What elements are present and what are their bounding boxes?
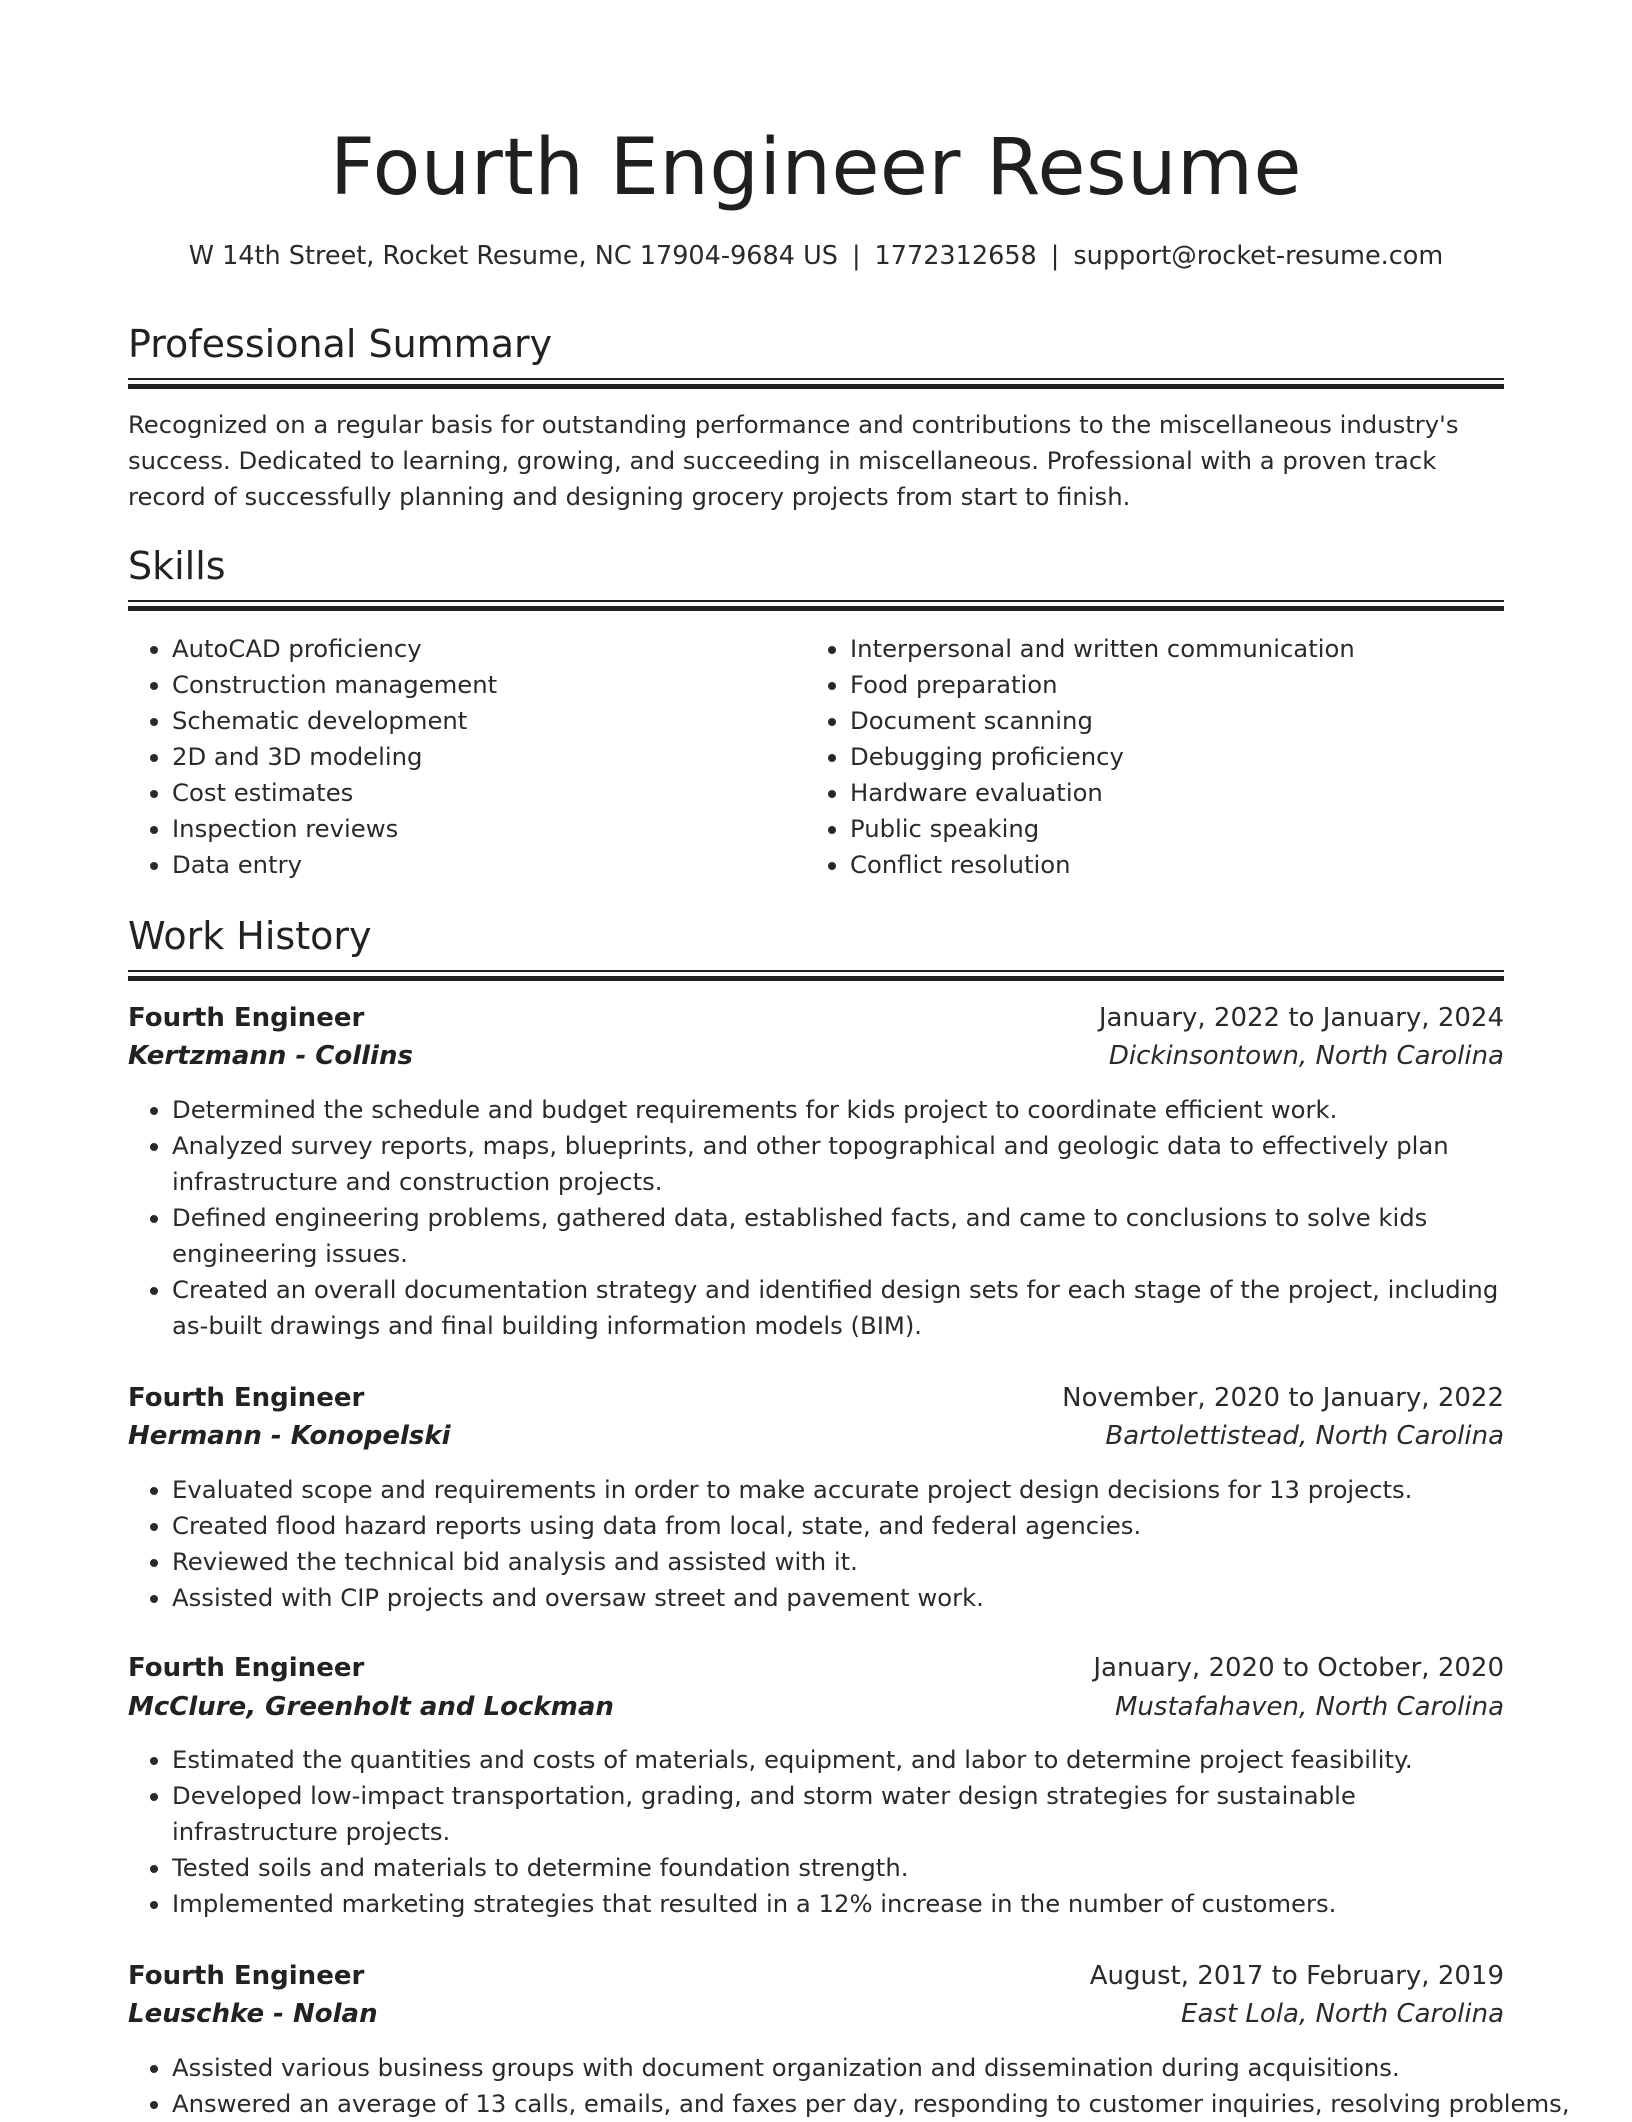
section-divider [128,378,1504,388]
job-title: Fourth Engineer [128,1961,365,1991]
job-bullets [128,2050,1570,2122]
section-heading-summary: Professional Summary [128,322,553,366]
section-heading-skills: Skills [128,544,226,588]
job-title: Fourth Engineer [128,1383,365,1413]
skill-item: • Cost estimates [172,775,802,811]
job-company-row [128,1688,1504,1726]
resume-title: Fourth Engineer Resume [329,123,1303,213]
job-bullets [128,1092,1504,1344]
job-company: Leuschke - Nolan [128,1999,378,2029]
skill-item: • Construction management [172,667,802,703]
job-bullet: • Assisted various business groups with document organization and dissemination during acquisitions. [172,2050,1504,2086]
job-location: Dickinsontown, North Carolina [1108,1041,1504,1071]
job-bullet: • Reviewed the technical bid analysis and assisted with it. [172,1544,1504,1580]
contact-phone: 1772312658 [874,241,1037,271]
job-bullet: • Implemented marketing strategies that resulted in a 12% increase in the number of customers. [172,1886,1504,1922]
contact-separator: | [851,241,861,271]
contact-address: W 14th Street, Rocket Resume, NC 17904-9684 US [188,241,838,271]
job-bullet: • Defined engineering problems, gathered data, established facts, and came to conclusions to solve kids engineering issues. [172,1200,1504,1272]
job-bullet: • Answered an average of 13 calls, emails, and faxes per day, responding to customer inquiries, resolving problems, [172,2086,1504,2122]
skill-item: • AutoCAD proficiency [172,631,802,667]
section-heading-work-history: Work History [128,914,372,958]
job-header [128,1379,1504,1417]
job-dates: January, 2022 to January, 2024 [1098,1003,1504,1033]
summary-text: Recognized on a regular basis for outstanding performance and contributions to the miscellaneous industry's success. Dedicated to learning, growing, and succeeding in miscellaneous. Professional with a proven track record of successfully planning and designing grocery projects from start to finish. [128,410,1459,511]
skill-item: • Conflict resolution [850,847,1548,883]
job-header [128,999,1504,1037]
job-bullet: • Estimated the quantities and costs of materials, equipment, and labor to determine project feasibility. [172,1742,1504,1778]
skills-list-left [128,631,802,883]
skill-item: • Schematic development [172,703,802,739]
job-bullets [128,1742,1504,1922]
section-divider [128,600,1504,610]
skill-item: • Data entry [172,847,802,883]
job-company: Hermann - Konopelski [128,1421,451,1451]
job-location: East Lola, North Carolina [1181,1999,1504,2029]
section-divider [128,970,1504,980]
skill-item: • Inspection reviews [172,811,802,847]
skill-item: • Hardware evaluation [850,775,1548,811]
job-bullet: • Tested soils and materials to determine foundation strength. [172,1850,1504,1886]
skill-item: • 2D and 3D modeling [172,739,802,775]
job-bullet: • Created flood hazard reports using data from local, state, and federal agencies. [172,1508,1504,1544]
job-company-row [128,1995,1504,2033]
job-location: Bartolettistead, North Carolina [1105,1421,1504,1451]
job-header [128,1649,1504,1687]
contact-email: support@rocket-resume.com [1073,241,1444,271]
job-bullet: • Developed low-impact transportation, grading, and storm water design strategies for sustainable infrastructure projects. [172,1778,1504,1850]
job-header [128,1957,1504,1995]
skill-item: • Interpersonal and written communication [850,631,1548,667]
job-bullet: • Assisted with CIP projects and oversaw street and pavement work. [172,1580,1504,1616]
job-bullet: • Evaluated scope and requirements in order to make accurate project design decisions for 13 projects. [172,1472,1504,1508]
job-bullet: • Created an overall documentation strategy and identified design sets for each stage of the project, including as-built drawings and final building information models (BIM). [172,1272,1504,1344]
job-dates: August, 2017 to February, 2019 [1089,1961,1504,1991]
skill-item: • Public speaking [850,811,1548,847]
job-bullet: • Determined the schedule and budget requirements for kids project to coordinate efficient work. [172,1092,1504,1128]
job-title: Fourth Engineer [128,1653,365,1683]
skill-item: • Debugging proficiency [850,739,1548,775]
job-bullet: • Analyzed survey reports, maps, blueprints, and other topographical and geologic data to effectively plan infrastructure and construction projects. [172,1128,1504,1200]
job-company-row [128,1037,1504,1075]
contact-separator: | [1050,241,1060,271]
skills-list-right [806,631,1548,883]
contact-line [128,238,1504,274]
job-location: Mustafahaven, North Carolina [1115,1692,1504,1722]
job-bullets [128,1472,1504,1616]
job-title: Fourth Engineer [128,1003,365,1033]
job-dates: January, 2020 to October, 2020 [1093,1653,1504,1683]
job-company: McClure, Greenholt and Lockman [128,1692,614,1722]
job-dates: November, 2020 to January, 2022 [1062,1383,1504,1413]
skill-item: • Food preparation [850,667,1548,703]
skill-item: • Document scanning [850,703,1548,739]
job-company: Kertzmann - Collins [128,1041,413,1071]
job-company-row [128,1417,1504,1455]
